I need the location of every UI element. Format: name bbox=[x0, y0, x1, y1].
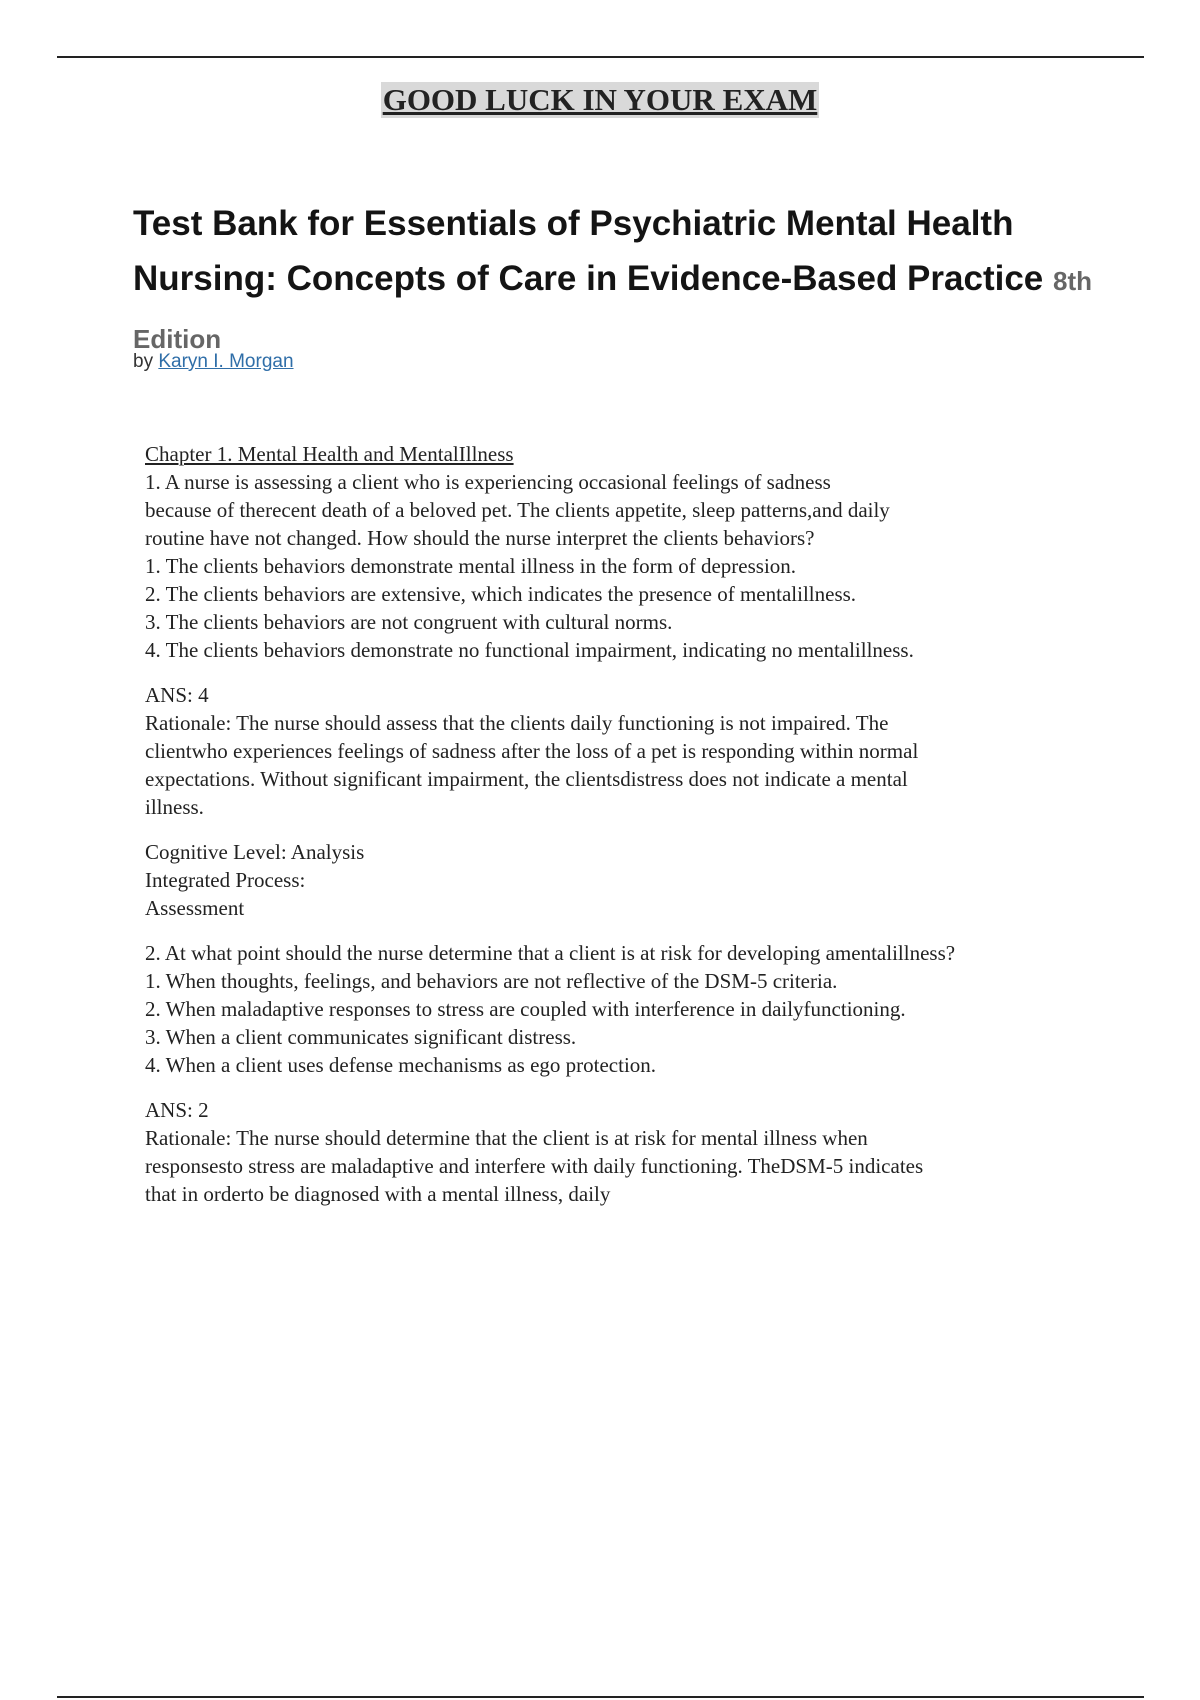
q2-rationale-line: Rationale: The nurse should determine that the client is at risk for mental illness when bbox=[145, 1126, 868, 1150]
byline bbox=[133, 349, 294, 375]
q1-rationale-line: expectations. Without significant impairment, the clientsdistress does not indicate a mental bbox=[145, 767, 908, 791]
banner-text: GOOD LUCK IN YOUR EXAM bbox=[382, 82, 818, 117]
top-rule bbox=[57, 56, 1144, 58]
q1-integrated-process: Integrated Process: bbox=[145, 868, 306, 892]
bottom-rule bbox=[57, 1696, 1144, 1698]
q1-option-1: 1. The clients behaviors demonstrate mental illness in the form of depression. bbox=[145, 554, 797, 578]
q2-option-1: 1. When thoughts, feelings, and behaviors are not reflective of the DSM-5 criteria. bbox=[145, 969, 838, 993]
q1-process-value: Assessment bbox=[145, 896, 245, 920]
q1-rationale-line: clientwho experiences feelings of sadness after the loss of a pet is responding within normal bbox=[145, 739, 919, 763]
q1-option-4: 4. The clients behaviors demonstrate no functional impairment, indicating no mentalillness. bbox=[145, 638, 914, 662]
author-link[interactable]: Karyn I. Morgan bbox=[158, 351, 294, 372]
chapter-heading: Chapter 1. Mental Health and MentalIllness bbox=[145, 442, 514, 466]
q1-rationale-line: Rationale: The nurse should assess that the clients daily functioning is not impaired. The bbox=[145, 711, 889, 735]
q2-answer: ANS: 2 bbox=[145, 1098, 209, 1122]
q1-stem-line: 1. A nurse is assessing a client who is experiencing occasional feelings of sadness bbox=[145, 470, 831, 494]
book-title-text: Test Bank for Essentials of Psychiatric Mental Health Nursing: Concepts of Care in Evidence-Based Practice bbox=[133, 204, 1044, 298]
q1-rationale-line: illness. bbox=[145, 795, 204, 819]
q1-option-3: 3. The clients behaviors are not congruent with cultural norms. bbox=[145, 610, 673, 634]
q2-rationale-line: responsesto stress are maladaptive and interfere with daily functioning. TheDSM-5 indicates bbox=[145, 1154, 924, 1178]
book-title bbox=[133, 196, 1113, 367]
question-1 bbox=[145, 468, 1105, 664]
document-body bbox=[145, 440, 1105, 1208]
q2-option-4: 4. When a client uses defense mechanisms as ego protection. bbox=[145, 1053, 657, 1077]
exam-banner bbox=[0, 82, 1200, 118]
q2-rationale-line: that in orderto be diagnosed with a mental illness, daily bbox=[145, 1182, 611, 1206]
question-2 bbox=[145, 939, 1105, 1079]
q1-cognitive-level: Cognitive Level: Analysis bbox=[145, 840, 365, 864]
q1-option-2: 2. The clients behaviors are extensive, which indicates the presence of mentalillness. bbox=[145, 582, 857, 606]
q2-option-2: 2. When maladaptive responses to stress are coupled with interference in dailyfunctioning. bbox=[145, 997, 906, 1021]
book-edition: 8th Edition bbox=[133, 266, 1092, 354]
q1-stem-line: because of therecent death of a beloved pet. The clients appetite, sleep patterns,and daily bbox=[145, 498, 890, 522]
q2-option-3: 3. When a client communicates significant distress. bbox=[145, 1025, 577, 1049]
q1-stem-line: routine have not changed. How should the nurse interpret the clients behaviors? bbox=[145, 526, 815, 550]
byline-prefix: by bbox=[133, 351, 154, 372]
q1-answer: ANS: 4 bbox=[145, 683, 209, 707]
q2-stem-line: 2. At what point should the nurse determine that a client is at risk for developing amentalillness? bbox=[145, 941, 956, 965]
